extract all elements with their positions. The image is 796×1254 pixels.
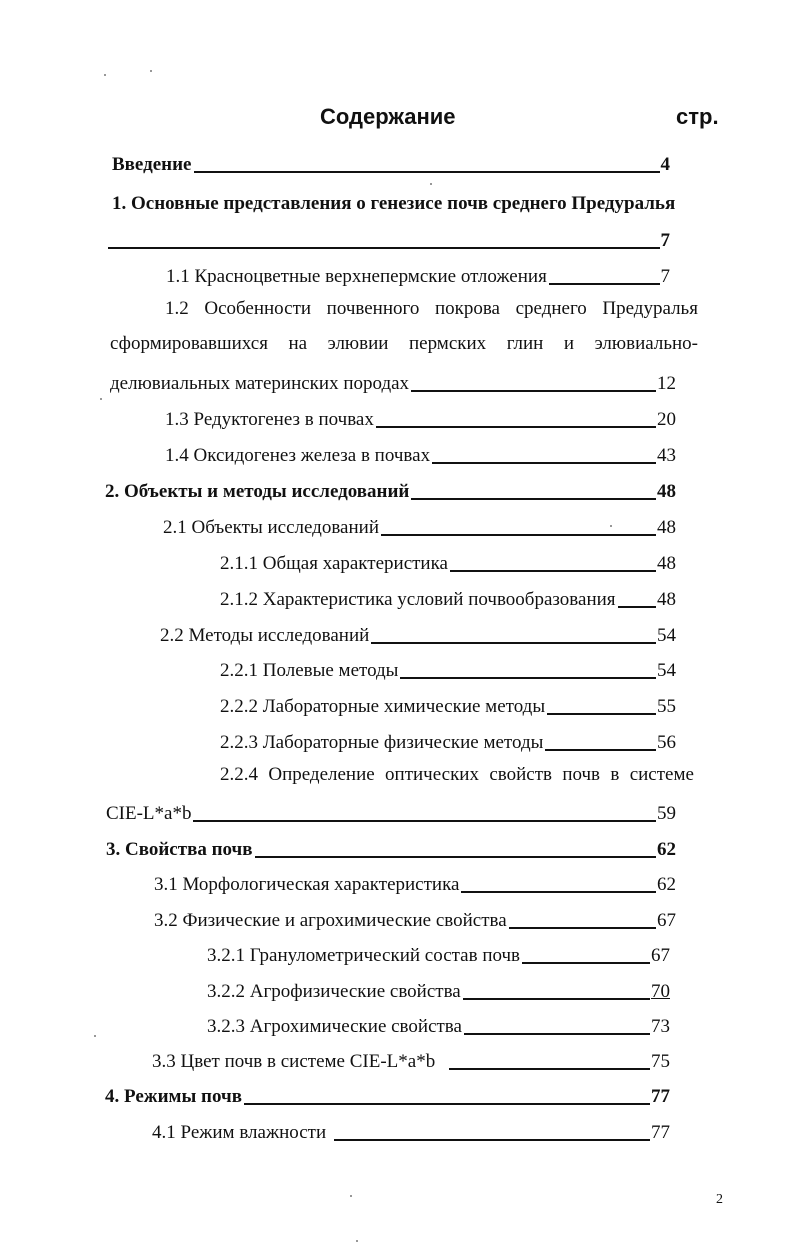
toc-entry-ch4 <box>105 1082 670 1108</box>
toc-leader-line <box>545 749 656 751</box>
scan-speck <box>350 1195 352 1197</box>
toc-leader-line <box>193 820 656 822</box>
toc-entry-text: 1.3 Редуктогенез в почвах <box>165 409 374 430</box>
toc-word: Определение <box>268 764 375 785</box>
toc-leader-line <box>334 1139 650 1141</box>
toc-title: Содержание <box>320 104 456 129</box>
toc-entry-text: 1.1 Красноцветные верхнепермские отложения <box>166 266 547 287</box>
toc-leader-line <box>381 534 656 536</box>
toc-entry-text: 3. Свойства почв <box>106 839 253 860</box>
toc-entry-page: 55 <box>657 696 676 717</box>
toc-entry-page: 73 <box>651 1016 670 1037</box>
toc-entry-1-2-line1 <box>165 298 698 320</box>
scan-speck <box>430 183 432 185</box>
scan-speck <box>94 1035 96 1037</box>
toc-entry-page: 12 <box>657 373 676 394</box>
toc-entry-2-2-4-line1 <box>220 764 694 786</box>
toc-entry-2-2-2 <box>220 692 676 718</box>
toc-leader-line <box>108 247 660 249</box>
toc-leader-line <box>449 1068 650 1070</box>
toc-entry-page: 77 <box>651 1086 670 1107</box>
toc-word: пермских <box>408 333 487 354</box>
toc-entry-1-3 <box>165 405 676 431</box>
toc-word: покрова <box>434 298 500 319</box>
toc-entry-2-1-1 <box>220 549 676 575</box>
toc-entry-text: 4. Режимы почв <box>105 1086 242 1107</box>
toc-entry-page: 67 <box>651 945 670 966</box>
toc-entry-text: 2.1.1 Общая характеристика <box>220 553 448 574</box>
toc-leader-line <box>463 998 650 1000</box>
toc-word: 2.2.4 <box>220 764 258 785</box>
toc-entry-text: 2.2.1 Полевые методы <box>220 660 399 681</box>
toc-entry-page: 70 <box>651 981 670 1002</box>
toc-entry-text: делювиальных материнских породах <box>110 373 410 394</box>
toc-entry-page: 48 <box>657 481 676 502</box>
toc-entry-3-2-3 <box>207 1012 670 1038</box>
toc-word: элювии <box>327 333 389 354</box>
toc-entry-2-2-4 <box>106 799 676 825</box>
toc-entry-text: Введение <box>112 154 192 175</box>
toc-word: 1.2 <box>165 298 189 319</box>
toc-word: в <box>610 764 620 785</box>
toc-entry-page: 75 <box>651 1051 670 1072</box>
toc-entry-2-2 <box>160 621 676 647</box>
toc-entry-2-2-3 <box>220 728 676 754</box>
toc-entry-page: 43 <box>657 445 676 466</box>
toc-entry-page: 4 <box>660 154 670 175</box>
toc-word: элювиально- <box>594 333 698 354</box>
toc-leader-line <box>371 642 656 644</box>
toc-word: оптических <box>385 764 479 785</box>
toc-entry-page: 59 <box>657 803 676 824</box>
toc-leader-line <box>549 283 660 285</box>
toc-word: среднего <box>515 298 587 319</box>
toc-leader-line <box>255 856 656 858</box>
toc-leader-line <box>464 1033 650 1035</box>
toc-leader-line <box>194 171 660 173</box>
toc-entry-ch1 <box>108 226 670 252</box>
toc-entry-text: 3.2.2 Агрофизические свойства <box>207 981 461 1002</box>
toc-entry-page: 67 <box>657 910 676 931</box>
toc-entry-text: 3.2.1 Гранулометрический состав почв <box>207 945 521 966</box>
toc-entry-text: 1.4 Оксидогенез железа в почвах <box>165 445 431 466</box>
toc-leader-line <box>411 498 656 500</box>
toc-entry-2-2-1 <box>220 656 676 682</box>
toc-entry-page: 54 <box>657 625 676 646</box>
toc-leader-line <box>244 1103 650 1105</box>
toc-entry-1-2 <box>110 369 676 395</box>
toc-leader-line <box>509 927 656 929</box>
toc-entry-4-1 <box>152 1118 670 1144</box>
toc-entry-text: 3.2.3 Агрохимические свойства <box>207 1016 462 1037</box>
toc-leader-line <box>618 606 656 608</box>
toc-entry-text: 3.3 Цвет почв в системе CIE-L*a*b <box>152 1051 436 1072</box>
toc-entry-page: 62 <box>657 874 676 895</box>
page-column-label: стр. <box>676 104 719 129</box>
toc-entry-text: 3.2 Физические и агрохимические свойства <box>154 910 507 931</box>
toc-entry-ch2 <box>105 477 676 503</box>
toc-entry-3-3 <box>152 1047 670 1073</box>
toc-entry-page: 62 <box>657 839 676 860</box>
toc-word: глин <box>506 333 544 354</box>
toc-word: системе <box>629 764 694 785</box>
toc-entry-text: 2.2.2 Лабораторные химические методы <box>220 696 546 717</box>
toc-word: почв <box>562 764 601 785</box>
toc-leader-line <box>461 891 656 893</box>
toc-entry-text: 2.1 Объекты исследований <box>163 517 379 538</box>
toc-entry-page: 7 <box>660 266 670 287</box>
scan-speck <box>356 1240 358 1242</box>
toc-entry-page: 48 <box>657 589 676 610</box>
toc-leader-line <box>376 426 656 428</box>
toc-entry-3-2-2 <box>207 977 670 1003</box>
toc-word: на <box>288 333 308 354</box>
toc-entry-text: 4.1 Режим влажности <box>152 1122 327 1143</box>
toc-entry-intro <box>112 150 670 176</box>
toc-entry-text: CIE-L*a*b <box>106 803 192 824</box>
toc-word: свойств <box>489 764 552 785</box>
toc-entry-ch1-text <box>112 193 675 215</box>
toc-entry-page: 48 <box>657 517 676 538</box>
toc-entry-1-1 <box>166 262 670 288</box>
toc-entry-3-1 <box>154 870 676 896</box>
toc-entry-text: 2.1.2 Характеристика условий почвообразования <box>220 589 616 610</box>
toc-entry-3-2 <box>154 906 676 932</box>
toc-entry-page: 20 <box>657 409 676 430</box>
toc-leader-line <box>547 713 656 715</box>
toc-word: Предуралья <box>602 298 698 319</box>
toc-leader-line <box>400 677 656 679</box>
toc-entry-1-2-line2 <box>110 333 698 355</box>
toc-leader-line <box>450 570 656 572</box>
toc-entry-ch3 <box>106 835 676 861</box>
toc-word: Особенности <box>204 298 312 319</box>
toc-entry-text: 2.2.3 Лабораторные физические методы <box>220 732 544 753</box>
toc-leader-line <box>522 962 650 964</box>
toc-leader-line <box>411 390 656 392</box>
toc-word: почвенного <box>326 298 420 319</box>
toc-entry-2-1-2 <box>220 585 676 611</box>
toc-entry-page: 54 <box>657 660 676 681</box>
toc-entry-page: 77 <box>651 1122 670 1143</box>
scan-speck <box>150 70 152 72</box>
toc-leader-line <box>432 462 656 464</box>
scan-speck <box>610 525 612 527</box>
toc-word: сформировавшихся <box>110 333 268 354</box>
toc-entry-page: 48 <box>657 553 676 574</box>
toc-word: и <box>563 333 575 354</box>
toc-entry-3-2-1 <box>207 941 670 967</box>
toc-entry-1-4 <box>165 441 676 467</box>
page-number: 2 <box>716 1192 723 1207</box>
toc-entry-page: 56 <box>657 732 676 753</box>
toc-entry-page: 7 <box>660 230 670 251</box>
toc-entry-text: 2.2 Методы исследований <box>160 625 370 646</box>
toc-entry-text: 1. Основные представления о генезисе почв среднего Предуралья <box>112 193 676 214</box>
scan-speck <box>104 74 106 76</box>
toc-entry-2-1 <box>163 513 676 539</box>
toc-entry-text: 3.1 Морфологическая характеристика <box>154 874 460 895</box>
toc-entry-text: 2. Объекты и методы исследований <box>105 481 410 502</box>
scan-speck <box>100 398 102 400</box>
